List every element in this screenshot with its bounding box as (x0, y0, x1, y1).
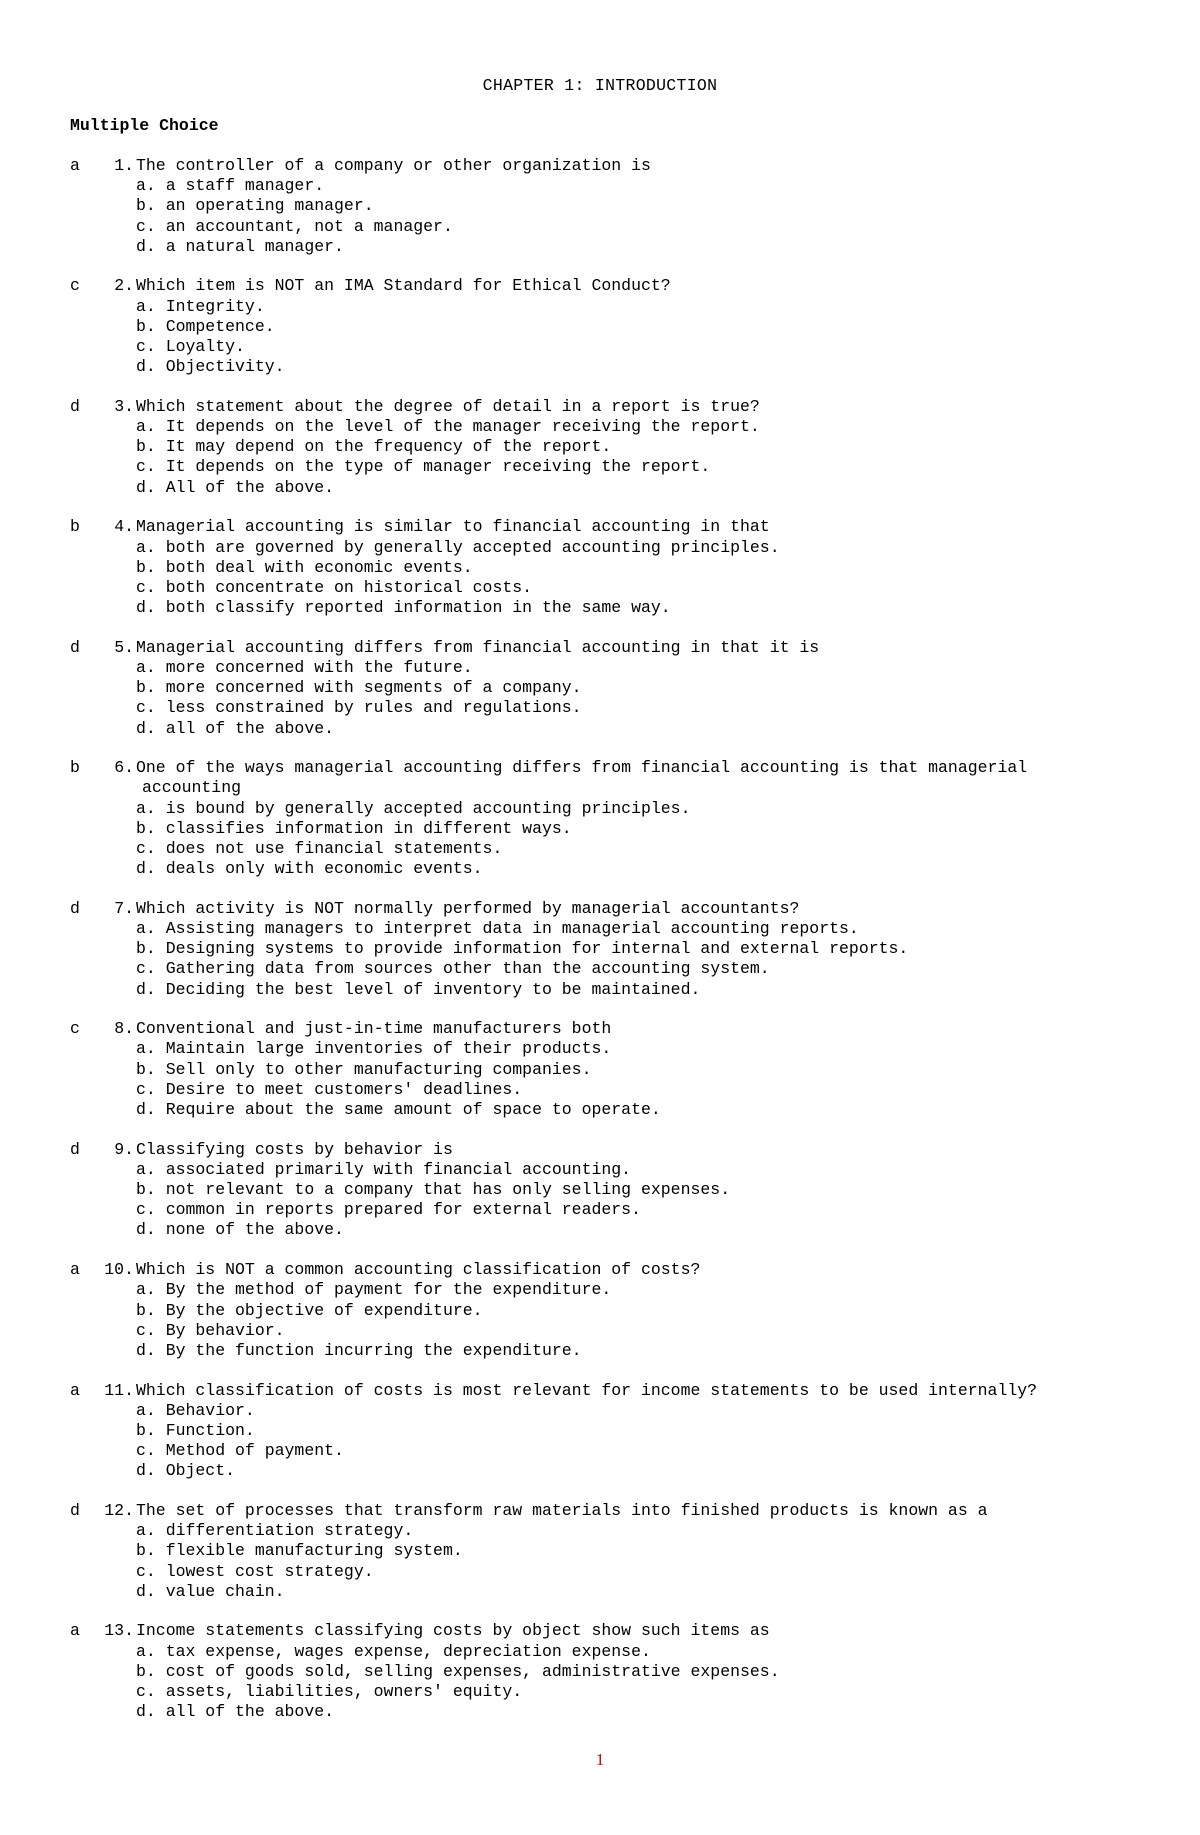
answer-option (70, 1461, 1150, 1481)
answer-option-text: d. value chain. (136, 1581, 285, 1601)
answer-option-text: a. tax expense, wages expense, depreciation expense. (136, 1641, 651, 1661)
answer-option-text: b. more concerned with segments of a company. (136, 678, 582, 698)
answer-option-text: a. Behavior. (136, 1400, 255, 1420)
answer-option-text: c. It depends on the type of manager receiving the report. (136, 457, 711, 477)
answer-option-text: c. less constrained by rules and regulations. (136, 698, 582, 718)
answer-option (70, 980, 1150, 1000)
answer-key: d (70, 637, 80, 657)
answer-option-text: c. Loyalty. (136, 337, 245, 356)
answer-option (70, 478, 1150, 498)
answer-option-text: d. both classify reported information in the same way. (136, 598, 671, 618)
answer-option (70, 719, 1150, 739)
question-stem: Classifying costs by behavior is (136, 1139, 453, 1159)
answer-option (70, 1642, 1150, 1662)
question-line (70, 517, 1150, 537)
answer-option-text: b. It may depend on the frequency of the report. (136, 437, 612, 457)
answer-option-text: c. does not use financial statements. (136, 838, 503, 858)
answer-option (70, 297, 1150, 317)
answer-option (70, 538, 1150, 558)
answer-key: b (70, 758, 80, 778)
question-item (70, 1140, 1150, 1241)
question-number: 2. (114, 276, 134, 296)
answer-option (70, 237, 1150, 257)
answer-option (70, 457, 1150, 477)
question-stem: Which is NOT a common accounting classification of costs? (136, 1260, 701, 1280)
answer-option (70, 598, 1150, 618)
answer-option-text: d. Object. (136, 1461, 236, 1481)
answer-option-text: d. Objectivity. (136, 357, 285, 377)
answer-option (70, 698, 1150, 718)
answer-option-text: a. Integrity. (136, 296, 265, 316)
answer-key: a (70, 156, 80, 175)
answer-option (70, 1039, 1150, 1059)
answer-option-text: c. Method of payment. (136, 1441, 344, 1461)
question-line (70, 156, 1150, 176)
answer-option-text: c. assets, liabilities, owners' equity. (136, 1682, 523, 1701)
answer-option (70, 437, 1150, 457)
answer-option-text: d. none of the above. (136, 1220, 344, 1240)
answer-option (70, 1100, 1150, 1120)
answer-option (70, 939, 1150, 959)
answer-option-text: d. all of the above. (136, 1702, 335, 1722)
answer-option (70, 1421, 1150, 1441)
answer-option (70, 1301, 1150, 1321)
question-line (70, 397, 1150, 417)
question-line (70, 276, 1150, 296)
answer-option (70, 658, 1150, 678)
question-line (70, 899, 1150, 919)
answer-option (70, 1582, 1150, 1602)
question-line (70, 1019, 1150, 1039)
answer-option (70, 1220, 1150, 1240)
question-item (70, 1381, 1150, 1482)
answer-option-text: a. Maintain large inventories of their products. (136, 1039, 612, 1059)
answer-option (70, 317, 1150, 337)
question-line (70, 1140, 1150, 1160)
answer-option (70, 1060, 1150, 1080)
answer-option-text: b. an operating manager. (136, 196, 374, 216)
answer-key: a (70, 1380, 80, 1400)
answer-option-text: c. both concentrate on historical costs. (136, 577, 533, 597)
answer-option (70, 919, 1150, 939)
answer-option (70, 1180, 1150, 1200)
answer-option (70, 1441, 1150, 1461)
answer-option (70, 959, 1150, 979)
question-number: 9. (114, 1139, 134, 1159)
question-item (70, 758, 1150, 879)
question-item (70, 397, 1150, 498)
answer-key: c (70, 1019, 80, 1039)
answer-option-text: c. common in reports prepared for external readers. (136, 1200, 641, 1220)
answer-option (70, 1521, 1150, 1541)
answer-option (70, 859, 1150, 879)
question-item (70, 517, 1150, 618)
answer-option (70, 578, 1150, 598)
question-number: 3. (114, 396, 134, 416)
page-number: 1 (595, 1750, 605, 1769)
answer-key: d (70, 396, 80, 416)
question-item (70, 1501, 1150, 1602)
question-stem: Which activity is NOT normally performed by managerial accountants? (136, 898, 800, 918)
answer-option (70, 1541, 1150, 1561)
chapter-title: CHAPTER 1: INTRODUCTION (482, 76, 718, 95)
question-line (70, 778, 1150, 798)
question-item (70, 1019, 1150, 1120)
answer-option (70, 1321, 1150, 1341)
answer-option (70, 1702, 1150, 1722)
question-stem: Income statements classifying costs by object show such items as (136, 1621, 770, 1641)
question-line (70, 1501, 1150, 1521)
question-stem: Which item is NOT an IMA Standard for Ethical Conduct? (136, 276, 671, 296)
answer-option-text: b. cost of goods sold, selling expenses, administrative expenses. (136, 1661, 780, 1681)
answer-option (70, 1080, 1150, 1100)
answer-option-text: d. Require about the same amount of space to operate. (136, 1100, 661, 1119)
question-number: 1. (114, 156, 134, 175)
answer-option (70, 196, 1150, 216)
question-number: 10. (104, 1260, 134, 1280)
answer-key: b (70, 517, 80, 537)
answer-option (70, 417, 1150, 437)
answer-option-text: c. lowest cost strategy. (136, 1561, 374, 1581)
answer-key: d (70, 898, 80, 918)
answer-option (70, 1160, 1150, 1180)
question-stem: Which classification of costs is most relevant for income statements to be used internally? (136, 1380, 1038, 1400)
answer-option (70, 1682, 1150, 1702)
question-stem: Managerial accounting differs from financial accounting in that it is (136, 637, 820, 657)
answer-option-text: b. By the objective of expenditure. (136, 1300, 483, 1320)
answer-option-text: a. It depends on the level of the manager receiving the report. (136, 417, 760, 437)
answer-option (70, 678, 1150, 698)
answer-option-text: c. By behavior. (136, 1320, 285, 1340)
question-number: 8. (114, 1019, 134, 1039)
answer-option-text: d. all of the above. (136, 718, 335, 738)
answer-option (70, 1280, 1150, 1300)
answer-option-text: b. Designing systems to provide information for internal and external reports. (136, 939, 909, 959)
question-stem: Which statement about the degree of detail in a report is true? (136, 396, 760, 416)
answer-option-text: b. classifies information in different ways. (136, 818, 572, 838)
answer-option (70, 1562, 1150, 1582)
answer-option-text: b. Sell only to other manufacturing companies. (136, 1059, 592, 1079)
answer-option-text: c. an accountant, not a manager. (136, 216, 453, 236)
answer-option-text: a. Assisting managers to interpret data in managerial accounting reports. (136, 919, 859, 938)
question-line (70, 1381, 1150, 1401)
question-number: 6. (114, 758, 134, 778)
question-number: 4. (114, 517, 134, 537)
question-number: 5. (114, 637, 134, 657)
question-list (70, 156, 1150, 1742)
answer-option (70, 819, 1150, 839)
answer-option (70, 337, 1150, 357)
answer-option-text: a. a staff manager. (136, 176, 325, 196)
question-number: 11. (104, 1380, 134, 1400)
answer-option (70, 1401, 1150, 1421)
answer-option-text: a. differentiation strategy. (136, 1521, 414, 1541)
question-item (70, 276, 1150, 377)
answer-option-text: b. flexible manufacturing system. (136, 1541, 463, 1561)
question-item (70, 156, 1150, 257)
question-item (70, 638, 1150, 739)
answer-option-text: d. a natural manager. (136, 236, 344, 256)
answer-key: d (70, 1139, 80, 1159)
answer-option (70, 1200, 1150, 1220)
answer-key: d (70, 1501, 80, 1520)
question-line (70, 638, 1150, 658)
question-line (70, 758, 1150, 778)
answer-option-text: d. By the function incurring the expenditure. (136, 1340, 582, 1360)
question-stem: Managerial accounting is similar to financial accounting in that (136, 517, 770, 537)
answer-option (70, 1341, 1150, 1361)
question-number: 13. (104, 1621, 134, 1641)
question-stem: One of the ways managerial accounting differs from financial accounting is that managerial (136, 758, 1028, 778)
answer-option-text: a. associated primarily with financial accounting. (136, 1159, 632, 1179)
answer-option (70, 839, 1150, 859)
question-number: 7. (114, 898, 134, 918)
question-line (70, 1260, 1150, 1280)
question-stem: The controller of a company or other organization is (136, 156, 651, 175)
question-stem: Conventional and just-in-time manufacturers both (136, 1019, 612, 1039)
answer-option-text: b. both deal with economic events. (136, 557, 473, 577)
answer-option-text: b. Function. (136, 1420, 255, 1440)
answer-option (70, 799, 1150, 819)
answer-key: c (70, 276, 80, 296)
answer-option-text: d. Deciding the best level of inventory to be maintained. (136, 979, 701, 999)
question-number: 12. (104, 1501, 134, 1520)
question-item (70, 1260, 1150, 1361)
answer-option (70, 176, 1150, 196)
question-stem: The set of processes that transform raw materials into finished products is known as a (136, 1501, 988, 1520)
answer-option-text: a. is bound by generally accepted accounting principles. (136, 798, 691, 818)
answer-option-text: d. All of the above. (136, 477, 335, 497)
answer-option-text: a. By the method of payment for the expenditure. (136, 1280, 612, 1300)
answer-option-text: b. Competence. (136, 316, 275, 336)
question-item (70, 899, 1150, 1000)
answer-option-text: a. more concerned with the future. (136, 657, 473, 677)
answer-option (70, 217, 1150, 237)
answer-key: a (70, 1621, 80, 1641)
question-line (70, 1621, 1150, 1641)
question-stem: accounting (142, 778, 242, 798)
answer-option-text: b. not relevant to a company that has only selling expenses. (136, 1180, 731, 1200)
section-heading: Multiple Choice (70, 116, 219, 135)
answer-option-text: c. Desire to meet customers' deadlines. (136, 1079, 523, 1099)
answer-option-text: c. Gathering data from sources other than the accounting system. (136, 959, 770, 979)
answer-option (70, 558, 1150, 578)
answer-option-text: d. deals only with economic events. (136, 859, 483, 879)
answer-option (70, 1662, 1150, 1682)
question-item (70, 1621, 1150, 1722)
answer-option (70, 357, 1150, 377)
answer-option-text: a. both are governed by generally accepted accounting principles. (136, 537, 780, 557)
answer-key: a (70, 1260, 80, 1280)
